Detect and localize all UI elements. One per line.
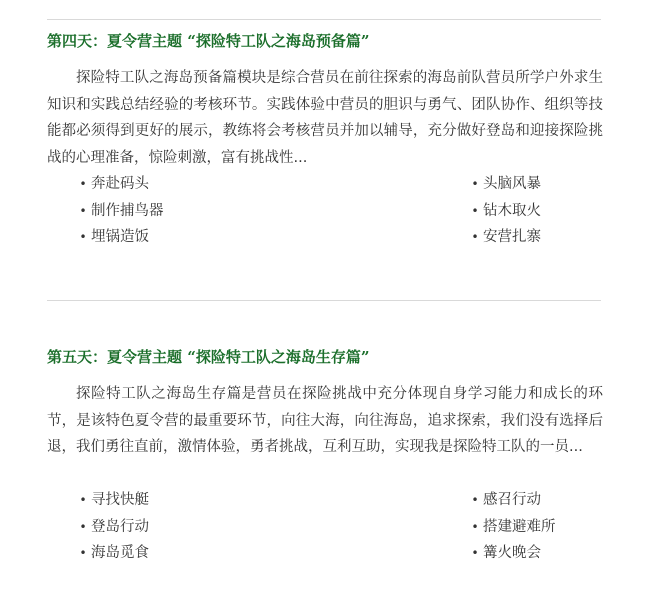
list-item: • 奔赴码头: [47, 171, 327, 198]
divider-middle: [47, 300, 601, 301]
divider-top: [47, 19, 601, 20]
bullet-icon: •: [79, 519, 87, 534]
day4-title: 第四天：夏令营主题 “探险特工队之海岛预备篇”: [47, 32, 370, 50]
bullet-icon: •: [79, 177, 87, 191]
bullet-icon: •: [79, 203, 87, 218]
bullet-icon: •: [79, 230, 87, 244]
list-item: • 钻木取火: [469, 198, 609, 225]
list-item: • 安营扎寨: [469, 224, 609, 251]
bullet-icon: •: [471, 546, 479, 560]
list-item: • 登岛行动: [47, 514, 327, 541]
list-item: • 寻找快艇: [47, 487, 327, 514]
bullet-icon: •: [79, 493, 87, 507]
bullet-icon: •: [471, 203, 479, 218]
list-item: • 海岛觅食: [47, 540, 327, 567]
list-item: • 篝火晚会: [469, 540, 609, 567]
day4-left-column: [47, 171, 327, 251]
bullet-icon: •: [79, 546, 87, 560]
day5-description: 探险特工队之海岛生存篇是营员在探险挑战中充分体现自身学习能力和成长的环节，是该特色夏令营的最重要环节，向往大海，向往海岛，追求探索，我们没有选择后退，我们勇往直前，激情体验，勇者挑战，互利互助，实现我是探险特工队的一员...: [47, 386, 603, 455]
day5-right-column: [469, 487, 609, 567]
bullet-icon: •: [471, 177, 479, 191]
list-item: • 埋锅造饭: [47, 224, 327, 251]
day5-left-column: [47, 487, 327, 567]
bullet-icon: •: [471, 493, 479, 507]
list-item: • 感召行动: [469, 487, 609, 514]
list-item: • 制作捕鸟器: [47, 198, 327, 225]
bullet-icon: •: [471, 230, 479, 244]
day5-title: 第五天：夏令营主题 “探险特工队之海岛生存篇”: [47, 348, 370, 366]
list-item: • 搭建避难所: [469, 514, 609, 541]
bullet-icon: •: [471, 519, 479, 534]
list-item: • 头脑风暴: [469, 171, 609, 198]
day4-description: 探险特工队之海岛预备篇模块是综合营员在前往探索的海岛前队营员所学户外求生知识和实践总结经验的考核环节。实践体验中营员的胆识与勇气、团队协作、组织等技能都必须得到更好的展示，教练将会考核营员并加以辅导，充分做好登岛和迎接探险挑战的心理准备，惊险刺激，富有挑战性...: [47, 70, 603, 166]
day4-right-column: [469, 171, 609, 251]
